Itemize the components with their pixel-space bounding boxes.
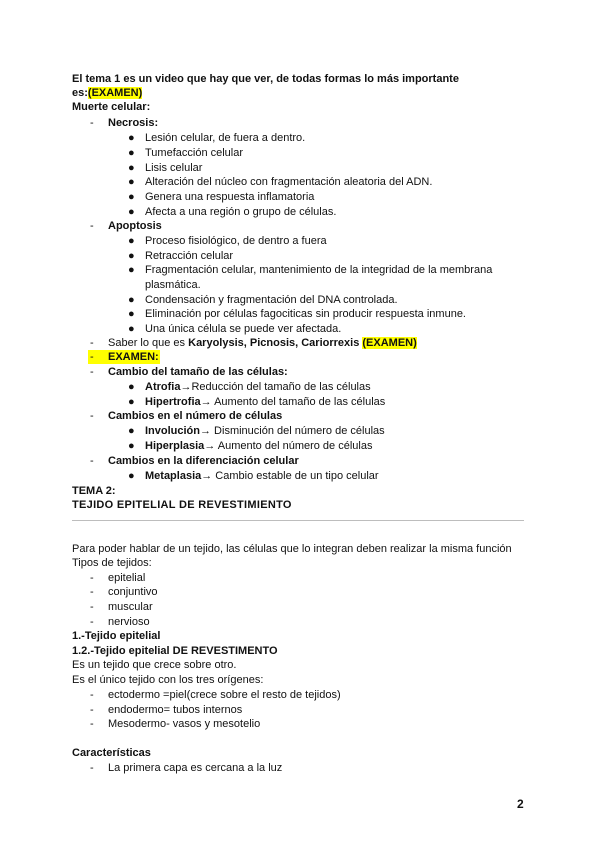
dash-bullet: -: [90, 366, 94, 378]
apoptosis-item: Retracción celular: [145, 250, 234, 262]
dot-bullet: ●: [128, 264, 135, 276]
dot-bullet: ●: [128, 294, 135, 306]
necrosis-item: Lesión celular, de fuera a dentro.: [145, 132, 306, 144]
atrofia-line: [145, 380, 371, 394]
necrosis-item: Afecta a una región o grupo de células.: [145, 206, 337, 218]
necrosis-item: Lisis celular: [145, 162, 203, 174]
dot-bullet: ●: [128, 235, 135, 247]
apoptosis-item: Condensación y fragmentación del DNA controlada.: [145, 294, 398, 306]
hipertrofia-term: Hipertrofia: [145, 396, 201, 408]
diferenciacion-label: Cambios en la diferenciación celular: [108, 455, 299, 467]
necrosis-item: Alteración del núcleo con fragmentación aleatoria del ADN.: [145, 176, 433, 188]
tamano-label: Cambio del tamaño de las células:: [108, 366, 288, 378]
page-number: 2: [517, 797, 524, 811]
dot-bullet: ●: [128, 440, 135, 452]
atrofia-term: Atrofia: [145, 381, 181, 393]
metaplasia-desc: → Cambio estable de un tipo celular: [201, 470, 379, 482]
dash-bullet: -: [90, 220, 94, 232]
apoptosis-item: Una única célula se puede ver afectada.: [145, 323, 342, 335]
intro-line-2: [72, 86, 142, 100]
tema2-heading: TEMA 2:: [72, 485, 116, 497]
dot-bullet: ●: [128, 206, 135, 218]
saber-terms: Karyolysis, Picnosis, Cariorrexis: [188, 337, 363, 349]
dash-bullet: -: [90, 351, 94, 363]
dash-bullet: -: [90, 718, 94, 730]
tipo-item: muscular: [108, 601, 153, 613]
dash-bullet: -: [90, 572, 94, 584]
involucion-line: [145, 424, 385, 438]
exam-highlight: (EXAMEN): [87, 87, 143, 99]
para-poder-text: Para poder hablar de un tejido, las células que lo integran deben realizar la misma función: [72, 543, 512, 555]
saber-prefix: Saber lo que es: [108, 337, 189, 349]
origen-item: ectodermo =piel(crece sobre el resto de tejidos): [108, 689, 341, 701]
dash-bullet: -: [90, 762, 94, 774]
necrosis-label: Necrosis:: [108, 117, 159, 129]
tejido-title: TEJIDO EPITELIAL DE REVESTIMIENTO: [72, 499, 292, 511]
dot-bullet: ●: [128, 381, 135, 393]
origen-item: Mesodermo- vasos y mesotelio: [108, 718, 261, 730]
saber-line: [108, 336, 417, 350]
dot-bullet: ●: [128, 147, 135, 159]
examen-label: EXAMEN:: [108, 351, 159, 363]
horizontal-rule: [72, 520, 524, 521]
apoptosis-item: Proceso fisiológico, de dentro a fuera: [145, 235, 327, 247]
dot-bullet: ●: [128, 132, 135, 144]
exam-highlight: (EXAMEN): [362, 337, 417, 349]
apoptosis-item: Fragmentación celular, mantenimiento de la integridad de la membrana: [145, 264, 493, 276]
involucion-desc: → Disminución del número de células: [200, 425, 385, 437]
hiperplasia-desc: → Aumento del número de células: [204, 440, 373, 452]
necrosis-item: Tumefacción celular: [145, 147, 244, 159]
dot-bullet: ●: [128, 250, 135, 262]
dash-bullet: -: [90, 616, 94, 628]
caracteristica-item: La primera capa es cercana a la luz: [108, 762, 283, 774]
dot-bullet: ●: [128, 323, 135, 335]
metaplasia-line: [145, 469, 379, 483]
es-el-text: Es el único tejido con los tres orígenes:: [72, 674, 264, 686]
apoptosis-item: Eliminación por células fagociticas sin producir respuesta inmune.: [145, 308, 466, 320]
section-1-2-heading: 1.2.-Tejido epitelial DE REVESTIMENTO: [72, 645, 278, 657]
intro-line-1: El tema 1 es un video que hay que ver, de todas formas lo más importante: [72, 73, 459, 85]
dash-bullet: -: [90, 704, 94, 716]
origen-item: endodermo= tubos internos: [108, 704, 243, 716]
dash-bullet: -: [90, 337, 94, 349]
muerte-celular-title: Muerte celular:: [72, 101, 151, 113]
tipos-label: Tipos de tejidos:: [72, 557, 152, 569]
tipo-item: nervioso: [108, 616, 150, 628]
dot-bullet: ●: [128, 191, 135, 203]
dot-bullet: ●: [128, 396, 135, 408]
dash-bullet: -: [90, 586, 94, 598]
hiperplasia-term: Hiperplasia: [145, 440, 205, 452]
dot-bullet: ●: [128, 162, 135, 174]
intro-line-2-text: es:: [72, 87, 88, 99]
dot-bullet: ●: [128, 308, 135, 320]
necrosis-item: Genera una respuesta inflamatoria: [145, 191, 315, 203]
metaplasia-term: Metaplasia: [145, 470, 202, 482]
section-1-heading: 1.-Tejido epitelial: [72, 630, 161, 642]
dash-bullet: -: [90, 455, 94, 467]
tipo-item: conjuntivo: [108, 586, 158, 598]
atrofia-desc: →Reducción del tamaño de las células: [180, 381, 371, 393]
dot-bullet: ●: [128, 176, 135, 188]
dot-bullet: ●: [128, 425, 135, 437]
caracteristicas-heading: Características: [72, 747, 151, 759]
hipertrofia-line: [145, 395, 385, 409]
tipo-item: epitelial: [108, 572, 146, 584]
apoptosis-label: Apoptosis: [108, 220, 162, 232]
dash-bullet: -: [90, 117, 94, 129]
dash-bullet: -: [90, 410, 94, 422]
dash-bullet: -: [90, 689, 94, 701]
involucion-term: Involución: [145, 425, 200, 437]
dot-bullet: ●: [128, 470, 135, 482]
numero-label: Cambios en el número de células: [108, 410, 283, 422]
hipertrofia-desc: → Aumento del tamaño de las células: [200, 396, 386, 408]
dash-bullet: -: [90, 601, 94, 613]
hiperplasia-line: [145, 439, 372, 453]
es-un-text: Es un tejido que crece sobre otro.: [72, 659, 237, 671]
apoptosis-item-cont: plasmática.: [145, 279, 201, 291]
